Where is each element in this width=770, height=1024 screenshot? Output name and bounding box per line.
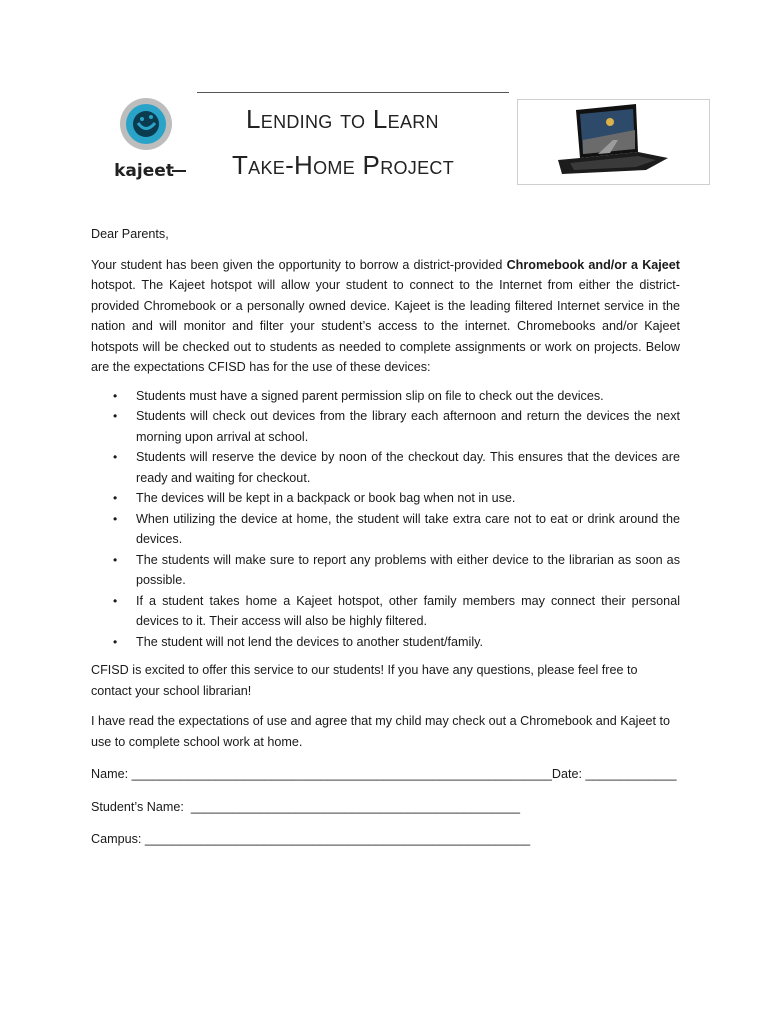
agreement-paragraph: I have read the expectations of use and agree that my child may check out a Chromebook and Kajeet to use to complete school work at home. <box>91 714 670 749</box>
chromebook-laptop-icon <box>518 100 709 184</box>
expectations-list <box>91 386 680 653</box>
list-item: • The devices will be kept in a backpack or book bag when not in use. <box>136 488 680 509</box>
page-title-line1: Lending to Learn <box>246 104 439 134</box>
list-item: • The student will not lend the devices to another student/family. <box>136 632 680 653</box>
name-line[interactable]: ____________________________________________________________ <box>131 767 552 781</box>
student-name-field[interactable] <box>91 797 680 818</box>
list-item: • When utilizing the device at home, the student will take extra care not to eat or drink around the devices. <box>136 509 680 550</box>
student-name-line[interactable]: _______________________________________________ <box>190 799 521 814</box>
closing-paragraph: CFISD is excited to offer this service to our students! If you have any questions, please feel free to contact your school librarian! <box>91 663 638 698</box>
chromebook-photo <box>517 99 710 185</box>
list-item: • Students will check out devices from the library each afternoon and return the devices the next morning upon arrival at school. <box>136 406 680 447</box>
kajeet-logo <box>100 96 192 188</box>
date-label: Date: <box>551 767 582 781</box>
letter-body <box>91 224 680 850</box>
student-name-label: Student’s Name: <box>91 799 184 814</box>
greeting: Dear Parents, <box>91 227 169 241</box>
campus-line[interactable]: _______________________________________________________ <box>144 832 531 846</box>
list-item: • The students will make sure to report any problems with either device to the librarian as soon as possible. <box>136 550 680 591</box>
list-item: • Students will reserve the device by noon of the checkout day. This ensures that the devices are ready and waiting for checkout. <box>136 447 680 488</box>
intro-bold-phrase: Chromebook and/or a Kajeet <box>506 257 680 272</box>
campus-label: Campus: <box>91 832 142 846</box>
intro-paragraph: Your student has been given the opportunity to borrow a district-provided Chromebook and/or a Kajeet hotspot. The Kajeet hotspot will allow your student to connect to the Internet from either the district-provided Chromebook or a personally owned device. Kajeet is the leading filtered Internet service in the nation and will monitor and filter your student’s access to the internet. Chromebooks and/or Kajeet hotspots will be checked out to students as needed to complete assignments or work on projects. Below are the expectations CFISD has for the use of these devices: <box>91 257 680 374</box>
campus-field[interactable] <box>91 829 680 850</box>
name-label: Name: <box>91 767 129 781</box>
date-line[interactable]: _____________ <box>585 767 677 781</box>
list-item: • If a student takes home a Kajeet hotspot, other family members may connect their personal devices to it. Their access will also be highly filtered. <box>136 591 680 632</box>
page-title-line2: Take-Home Project <box>232 150 455 180</box>
kajeet-logo-icon <box>100 96 192 188</box>
list-item: • Students must have a signed parent permission slip on file to check out the devices. <box>136 386 680 407</box>
name-field[interactable] <box>91 764 680 785</box>
header-rule <box>197 92 509 93</box>
svg-text:kajeet: kajeet <box>114 161 174 181</box>
